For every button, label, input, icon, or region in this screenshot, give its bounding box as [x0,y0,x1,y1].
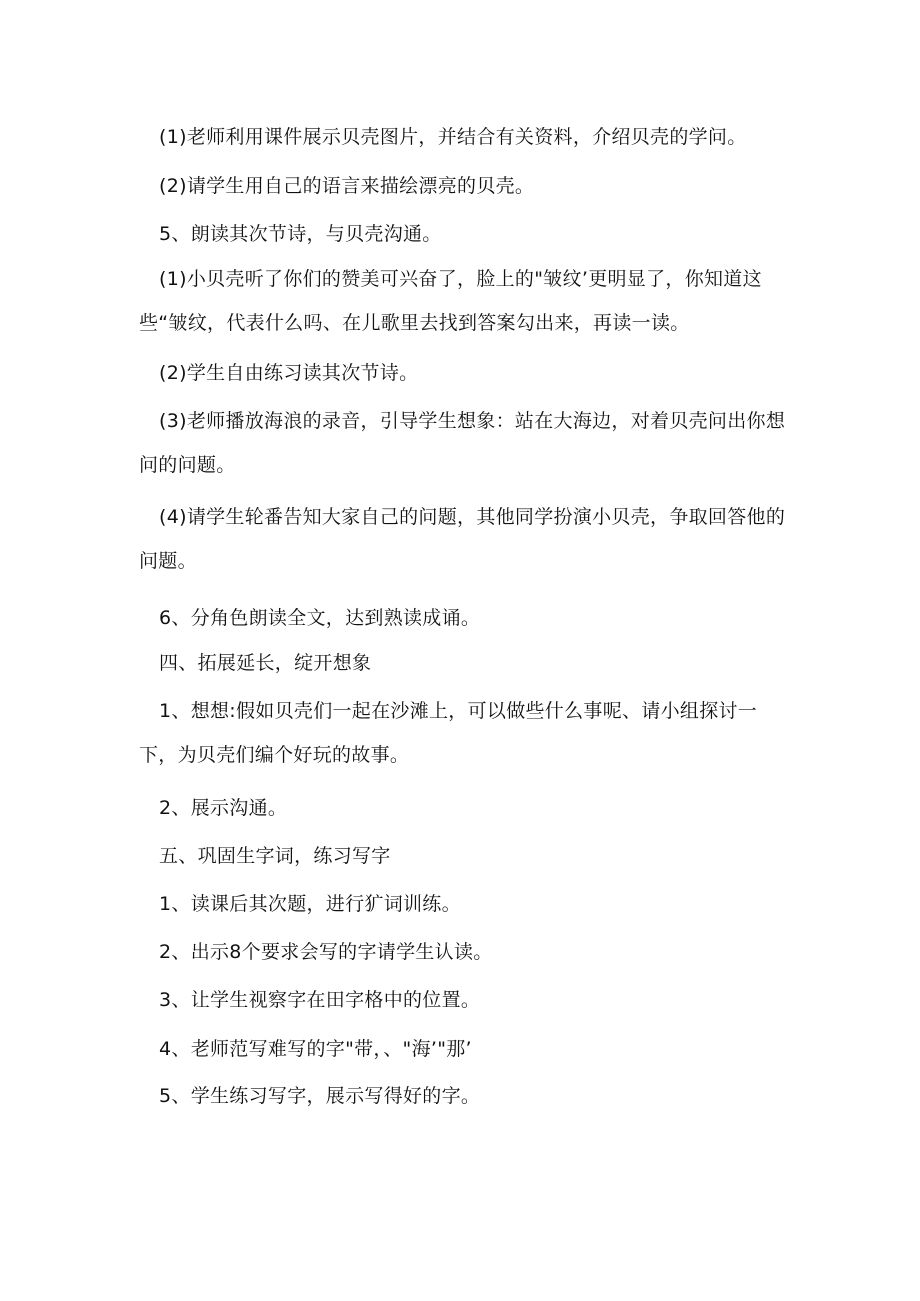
paragraph: 3、让学生视察字在田字格中的位置。 [159,989,481,1011]
section-heading: 五、巩固生字词，练习写字 [159,845,391,867]
paragraph: 1、读课后其次题，进行犷词训练。 [159,893,461,915]
paragraph: (1)老师利用课件展示贝壳图片，并结合有关资料，介绍贝壳的学问。 [159,126,747,148]
paragraph: 6、分角色朗读全文，达到熟读成诵。 [159,607,481,629]
paragraph: (3)老师播放海浪的录音，引导学生想象：站在大海边，对着贝壳问出你想问的问题。 [139,410,786,476]
paragraph: (2)请学生用自己的语言来描绘漂亮的贝壳。 [159,175,535,197]
paragraph: 5、学生练习写字，展示写得好的字。 [159,1085,481,1107]
paragraph: 2、展示沟通。 [159,797,288,819]
paragraph: (1)小贝壳听了你们的赞美可兴奋了，脸上的"皱纹’更明显了，你知道这些“皱纹，代表什么吗、在儿歌里去找到答案勾出来，再读一读。 [139,268,762,334]
paragraph: 4、老师范写难写的字"带，、"海’"那’ [159,1038,472,1060]
paragraph: 1、想想:假如贝壳们一起在沙滩上，可以做些什么事呢、请小组探讨一下，为贝壳们编个好玩的故事。 [139,700,758,766]
paragraph: (2)学生自由练习读其次节诗。 [159,362,419,384]
section-heading: 四、拓展延长，绽开想象 [159,652,372,674]
paragraph: (4)请学生轮番告知大家自己的问题，其他同学扮演小贝壳，争取回答他的问题。 [139,506,786,572]
paragraph: 2、出示8个要求会写的字请学生认读。 [159,941,493,963]
paragraph: 5、朗读其次节诗，与贝壳沟通。 [159,223,442,245]
